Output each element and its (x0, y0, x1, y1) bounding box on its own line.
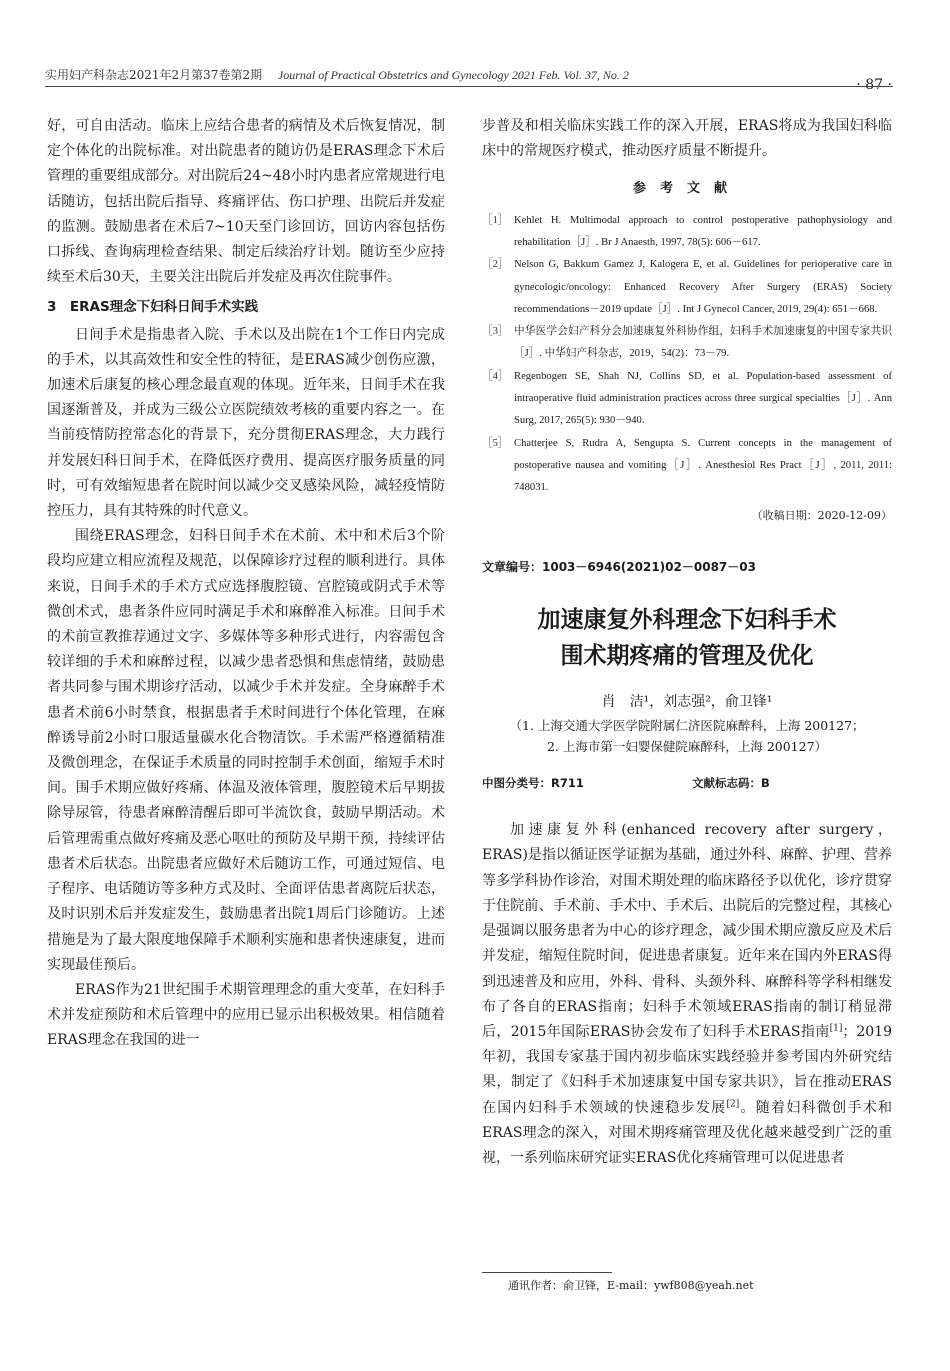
journal-name-cn: 实用妇产科杂志2021年2月第37卷第2期 (45, 68, 263, 82)
affiliation-line: 2. 上海市第一妇婴保健院麻醉科，上海 200127） (546, 739, 828, 755)
classification-number: 中图分类号：R711 (482, 776, 584, 791)
right-column (482, 114, 892, 1171)
running-header (45, 66, 685, 83)
reference-item (482, 366, 892, 433)
references-title: 参考文献 (632, 181, 741, 197)
citation[interactable]: [1] (829, 1023, 843, 1034)
corresponding-author: 通讯作者：俞卫锋，E-mail：ywf808@yeah.net (508, 1279, 754, 1292)
reference-item (482, 433, 892, 500)
paragraph: ERAS作为21世纪围手术期管理理念的重大变革，在妇科手术并发症预防和术后管理中的应用已显示出积极效果。相信随着ERAS理念在我国的进一 (47, 981, 445, 1049)
classification-row (482, 771, 892, 796)
paragraph: 步普及和相关临床实践工作的深入开展，ERAS将成为我国妇科临床中的常规医疗模式，推动医疗质量不断提升。 (482, 118, 892, 160)
reference-text: 中华医学会妇产科分会加速康复外科协作组，妇科手术加速康复的中国专家共识［J］. 中华妇产科杂志，2019，54(2)：73－79. (514, 326, 892, 360)
reference-text: Chatterjee S, Rudra A, Sengupta S. Current concepts in the management of postoperative nausea and vomiting［J］. Anesthesiol Res Pract［J］, 2011, 2011: 748031. (514, 437, 892, 494)
reference-number: ［1］ (482, 214, 509, 226)
citation[interactable]: [2] (726, 1098, 740, 1109)
reference-item (482, 321, 892, 366)
reference-item (482, 210, 892, 255)
article-title-line: 围术期疼痛的管理及优化 (560, 642, 814, 669)
section-heading: 3 ERAS理念下妇科日间手术实践 (47, 299, 259, 316)
body-text: ；2019年初，我国专家基于国内初步临床实践经验并参考国内外研究结果，制定了《妇科手术加速康复中国专家共识》，旨在推动ERAS在国内妇科手术领域的快速稳步发展 (482, 1023, 892, 1116)
article-number: 文章编号：1003－6946(2021)02－0087－03 (482, 559, 756, 574)
left-column (47, 114, 445, 1054)
body-text: 。随着妇科微创手术和ERAS理念的深入，对围术期疼痛管理及优化越来越受到广泛的重视，一系列临床研究证实ERAS优化疼痛管理可以促进患者 (482, 1099, 893, 1166)
header-rule (45, 86, 893, 87)
reference-text: Kehlet H. Multimodal approach to control postoperative pathophysiology and rehabilitation［J］. Br J Anaesth, 1997, 78(5): 606－617. (514, 214, 892, 248)
reference-number: ［5］ (482, 437, 509, 449)
article-title-line: 加速康复外科理念下妇科手术 (537, 606, 837, 633)
page-number: · 87 · (856, 77, 892, 93)
reference-text: Regenbogen SE, Shah NJ, Collins SD, et al. Population-based assessment of intraoperative fluid administration practices across three surgical specialties［J］. Ann Surg, 2017, 265(5): 930－940. (514, 370, 892, 427)
article-title (482, 602, 892, 674)
references-list (482, 210, 892, 500)
reference-text: Nelson G, Bakkum Gamez J, Kalogera E, et al. Guidelines for perioperative care in gynecologic/oncology: Enhanced Recovery After Surgery (ERAS) Society recommendations－2019 update［J］. Int J Gynecol Cancer, 2019, 29(4): 651－668. (514, 259, 892, 315)
paragraph (482, 818, 892, 1171)
affiliation-line: （1. 上海交通大学医学院附属仁济医院麻醉科，上海 200127； (509, 718, 865, 734)
body-text: 加速康复外科(enhanced recovery after surgery，ERAS)是指以循证医学证据为基础，通过外科、麻醉、护理、营养等多学科协作诊治，对围术期处理的临床路径予以优化，诊疗贯穿于住院前、手术前、手术中、手术后、出院后的完整过程，其核心是强调以服务患者为中心的诊疗理念，减少围术期应激反应及术后并发症，缩短住院时间，促进患者康复。近年来在国内外ERAS得到迅速普及和应用，外科、骨科、头颈外科、麻醉科等学科相继发布了各自的ERAS指南；妇科手术领域ERAS指南的制订稍显滞后，2015年国际ERAS协会发布了妇科手术ERAS指南 (482, 822, 892, 1040)
paragraph: 好，可自由活动。临床上应结合患者的病情及术后恢复情况，制定个体化的出院标准。对出院患者的随访仍是ERAS理念下术后管理的重要组成部分。对出院后24~48小时内患者应常规进行电话随访，包括出院后指导、疼痛评估、伤口护理、出院后并发症的监测。鼓励患者在术后7~10天至门诊回访，回访内容包括伤口拆线、查询病理检查结果、制定后续治疗计划。随访至少应持续至术后30天，主要关注出院后并发症及再次住院事件。 (47, 118, 445, 286)
journal-name-en: Journal of Practical Obstetrics and Gynecology 2021 Feb. Vol. 37, No. 2 (277, 68, 629, 82)
footnote-rule (482, 1272, 612, 1273)
reference-number: ［2］ (482, 259, 509, 271)
reference-number: ［3］ (482, 326, 509, 338)
paragraph: 日间手术是指患者入院、手术以及出院在1个工作日内完成的手术，以其高效性和安全性的特征，是ERAS减少创伤应激，加速术后康复的核心理念最直观的体现。近年来，日间手术在我国逐渐普及，并成为三级公立医院绩效考核的重要内容之一。在当前疫情防控常态化的背景下，充分贯彻ERAS理念，大力践行并发展妇科日间手术，在降低医疗费用、提高医疗服务质量的同时，可有效缩短患者在院时间以减少交叉感染风险，减轻疫情防控压力，具有其特殊的时代意义。 (47, 326, 445, 520)
reference-number: ［4］ (482, 370, 509, 382)
received-date: （收稿日期：2020-12-09） (751, 509, 892, 523)
document-code: 文献标志码：B (692, 776, 770, 791)
reference-item (482, 254, 892, 321)
affiliations (482, 715, 892, 757)
authors: 肖 洁¹，刘志强²，俞卫锋¹ (601, 693, 773, 710)
paragraph: 围绕ERAS理念，妇科日间手术在术前、术中和术后3个阶段均应建立相应流程及规范，以保障诊疗过程的顺利进行。具体来说，日间手术的手术方式应选择腹腔镜、宫腔镜或阴式手术等微创术式，患者条件应同时满足手术和麻醉准入标准。日间手术的术前宣教推荐通过文字、多媒体等多种形式进行，内容需包含较详细的手术和麻醉过程，以减少患者恐惧和焦虑情绪，鼓励患者共同参与围术期诊疗活动，以减少手术并发症。全身麻醉手术患者术前6小时禁食，根据患者手术时间进行个体化管理，在麻醉诱导前2小时口服适量碳水化合物清饮。手术需严格遵循精准及微创理念，在保证手术质量的同时控制手术创面，缩短手术时间。围手术期应做好疼痛、体温及液体管理，腹腔镜术后早期拔除导尿管，待患者麻醉清醒后即可半流饮食，鼓励早期活动。术后管理需重点做好疼痛及恶心呕吐的预防及早期干预，持续评估患者术后状态。出院患者应做好术后随访工作，可通过短信、电子程序、电话随访等多种方式及时、全面评估患者离院后状态，及时识别术后并发症发生，鼓励患者出院1周后门诊随访。上述措施是为了最大限度地保障手术顺利实施和患者快速康复，进而实现最佳预后。 (47, 528, 445, 973)
